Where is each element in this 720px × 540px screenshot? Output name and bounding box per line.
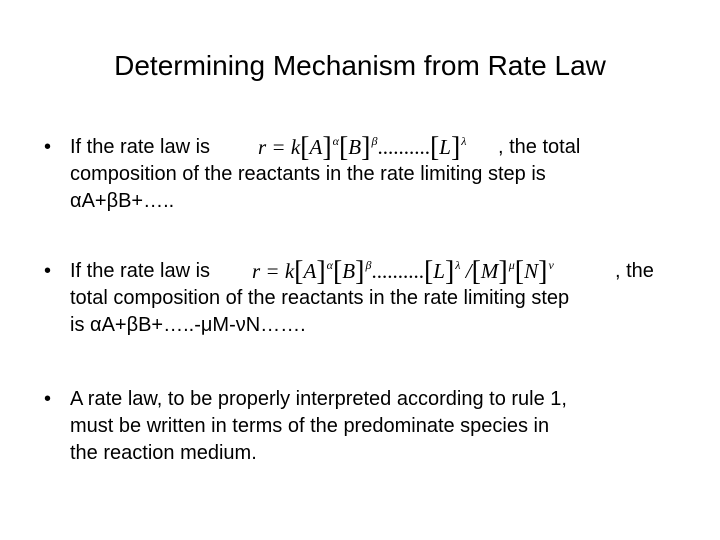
- bullet-dot: •: [44, 388, 52, 410]
- bullet-2-line-2: total composition of the reactants in the rate limiting step: [70, 287, 570, 309]
- bullet-2: [44, 258, 684, 348]
- slide-title: Determining Mechanism from Rate Law: [114, 50, 606, 81]
- bullet-2-line-3: is αA+βB+…..-μM-νN…….: [70, 314, 306, 336]
- bullet-1: [44, 134, 684, 224]
- bullet-2-intro: If the rate law is: [70, 260, 211, 282]
- bullet-2-intro-tail: , the: [615, 260, 654, 282]
- bullet-1-line-3: αA+βB+…..: [70, 190, 175, 212]
- bullet-3-line-1: A rate law, to be properly interpreted according to rule 1,: [70, 388, 567, 410]
- bullet-3: [44, 386, 684, 476]
- bullet-3-line-3: the reaction medium.: [70, 442, 257, 464]
- rate-law-equation-2: $r = k[A]^\alpha[B]^\beta..........[L]^\lambda$ $/[M]^\mu[N]^\nu$: [252, 256, 554, 287]
- bullet-1-intro: If the rate law is: [70, 136, 211, 158]
- bullet-3-line-2: must be written in terms of the predominate species in: [70, 415, 550, 437]
- rate-law-equation-1: $r = k[A]^\alpha[B]^\beta..........[L]^\lambda$: [258, 132, 467, 163]
- bullet-dot: •: [44, 136, 52, 158]
- bullet-1-line-2: composition of the reactants in the rate limiting step is: [70, 163, 546, 185]
- bullet-1-intro-tail: , the total: [498, 136, 581, 158]
- bullet-dot: •: [44, 260, 52, 282]
